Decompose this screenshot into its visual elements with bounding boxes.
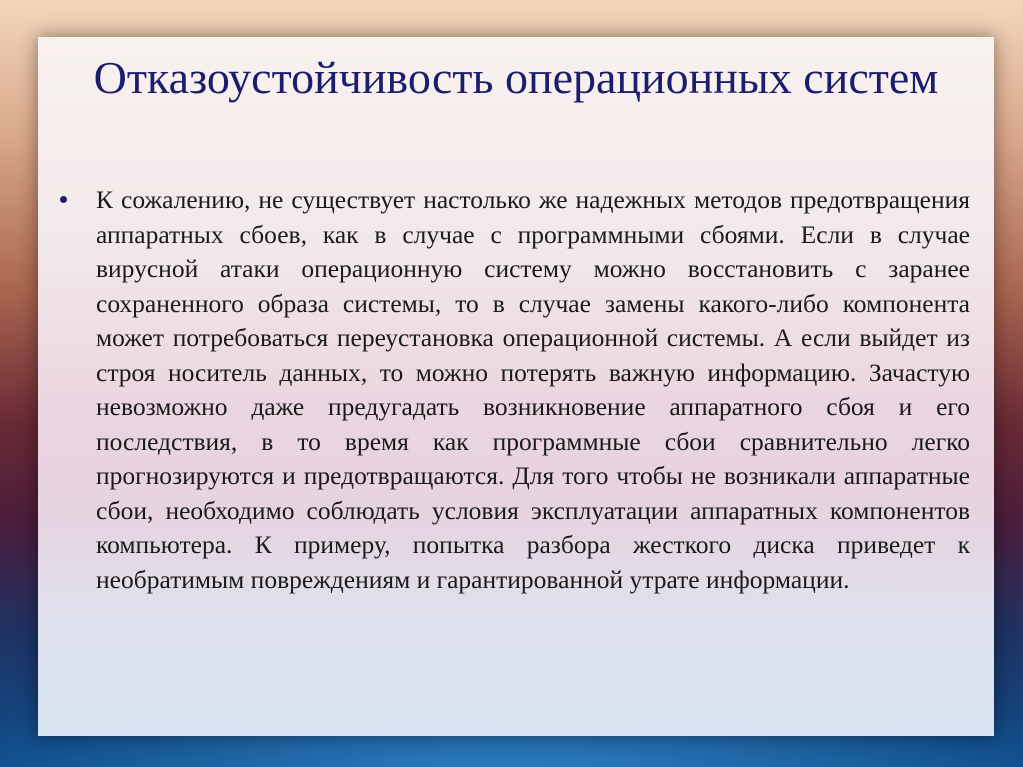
bullet-text: К сожалению, не существует настолько же надежных методов предотвращения аппаратных сбоев, как в случае с программными сбоями. Если в случае вирусной атаки операционную систему можно восстановить с заранее сохраненного образа системы, то в случае замены какого-либо компонента может потребоваться переустановка операционной системы. А если выйдет из строя носитель данных, то можно потерять важную информацию. Зачастую невозможно даже предугадать возникновение аппаратного сбоя и его последствия, в то время как программные сбои сравнительно легко прогнозируются и предотвращаются. Для того чтобы не возникали аппаратные сбои, необходимо соблюдать условия эксплуатации аппаратных компонентов компьютера. К примеру, попытка разбора жесткого диска приведет к необратимым повреждениям и гарантированной утрате информации.	[96, 185, 970, 594]
bullet-dot-icon	[60, 196, 67, 203]
slide-content-panel	[38, 37, 994, 736]
slide-title: Отказоустойчивость операционных систем	[93, 52, 939, 103]
